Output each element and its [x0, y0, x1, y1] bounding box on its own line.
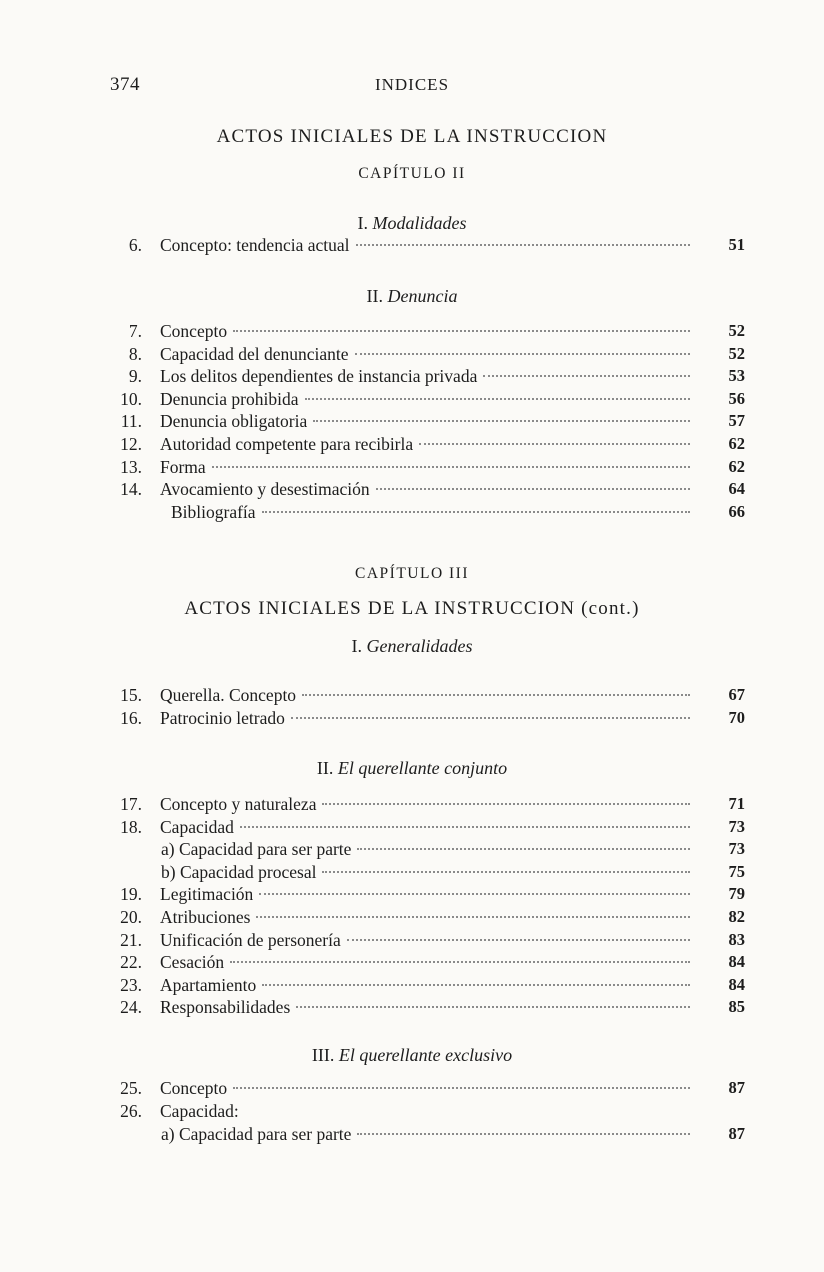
entry-title: Apartamiento — [160, 974, 257, 995]
running-title: INDICES — [374, 75, 450, 94]
toc-entry — [0, 951, 824, 973]
entry-number: 25. — [120, 1078, 142, 1098]
toc-entry — [0, 838, 824, 860]
entry-page-number: 52 — [728, 321, 745, 340]
section-numeral: III. — [311, 1045, 335, 1065]
dot-leader — [355, 353, 690, 355]
entry-number: 6. — [128, 235, 142, 255]
dot-leader — [357, 848, 690, 850]
toc-entry — [0, 883, 824, 905]
entry-page-number: 85 — [728, 997, 745, 1017]
entry-title-line — [160, 478, 696, 500]
toc-entry — [0, 684, 824, 706]
entry-page-number: 56 — [728, 388, 745, 408]
entry-number: 23. — [120, 974, 142, 995]
dot-leader — [313, 420, 690, 422]
toc-entry — [0, 1100, 824, 1122]
entry-title-line — [160, 793, 696, 815]
dot-leader — [233, 1087, 690, 1089]
entry-title: Autoridad competente para recibirla — [160, 434, 414, 454]
entry-title: Avocamiento y desestimación — [160, 479, 370, 500]
entry-page-number: 84 — [728, 952, 745, 972]
chapter-iii-title: ACTOS INICIALES DE LA INSTRUCCION (cont.) — [184, 598, 640, 619]
toc-entry — [0, 1123, 824, 1145]
entry-page-number: 62 — [728, 434, 745, 453]
page-number: 374 — [110, 74, 140, 95]
section-title: El querellante exclusivo — [338, 1045, 513, 1065]
entry-page-number: 66 — [728, 501, 745, 521]
entry-number: 16. — [120, 708, 142, 728]
section-heading — [0, 1045, 824, 1066]
toc-entry — [0, 343, 824, 365]
dot-leader — [291, 717, 690, 719]
entry-title: Capacidad: — [160, 1100, 239, 1121]
toc-entry — [0, 707, 824, 729]
entry-number: 24. — [120, 997, 142, 1018]
entry-title: Concepto — [160, 1078, 228, 1098]
entry-title: Atribuciones — [160, 907, 251, 927]
chapter-iii-label: CAPÍTULO III — [355, 565, 469, 582]
chapter-ii-label: CAPÍTULO II — [358, 165, 466, 182]
entry-page-number: 67 — [728, 685, 745, 704]
dot-leader — [230, 961, 690, 963]
toc-entry — [0, 478, 824, 500]
dot-leader — [212, 466, 690, 468]
entry-page-number: 87 — [728, 1123, 745, 1143]
entry-page-number: 62 — [728, 456, 745, 476]
entry-number: 18. — [120, 816, 142, 837]
entry-title-line — [160, 234, 696, 256]
entry-title-line — [160, 883, 696, 905]
toc-entry — [0, 929, 824, 951]
entry-page-number: 53 — [728, 366, 745, 386]
dot-leader — [357, 1133, 690, 1135]
entry-title-line — [160, 929, 696, 951]
dot-leader — [262, 511, 690, 513]
entry-title-line — [160, 320, 696, 342]
entry-title-line — [160, 410, 696, 432]
toc-entry — [0, 906, 824, 928]
entry-number: 15. — [120, 685, 142, 705]
entry-page-number: 70 — [728, 708, 745, 727]
entry-number: 10. — [120, 388, 142, 409]
dot-leader — [322, 803, 690, 805]
entry-title: Legitimación — [160, 884, 254, 905]
entry-title-line — [161, 838, 696, 860]
entry-title: Responsabilidades — [160, 997, 291, 1018]
entry-title-line — [160, 974, 696, 996]
toc-entry — [0, 793, 824, 815]
section-heading — [0, 286, 824, 307]
section-title: Denuncia — [387, 286, 458, 306]
entry-title: a) Capacidad para ser parte — [161, 839, 352, 860]
entry-title-line — [160, 388, 696, 410]
section-heading — [0, 636, 824, 657]
entry-page-number: 57 — [728, 411, 745, 431]
dot-leader — [296, 1006, 690, 1008]
entry-title: Concepto y naturaleza — [160, 794, 317, 814]
toc-entry — [0, 365, 824, 387]
entry-number: 19. — [120, 884, 142, 905]
toc-entry — [0, 996, 824, 1018]
entry-title: Concepto: tendencia actual — [160, 235, 350, 255]
entry-number: 13. — [120, 456, 142, 477]
toc-entry — [0, 388, 824, 410]
entry-title: Unificación de personería — [160, 929, 341, 950]
entry-page-number: 82 — [728, 907, 745, 926]
entry-number: 20. — [120, 907, 142, 927]
entry-page-number: 73 — [728, 816, 745, 836]
entry-page-number: 71 — [728, 794, 745, 813]
dot-leader — [305, 398, 691, 400]
entry-title-line — [160, 365, 696, 387]
dot-leader — [262, 984, 690, 986]
part-title: ACTOS INICIALES DE LA INSTRUCCION — [216, 126, 608, 147]
entry-title: Concepto — [160, 321, 228, 341]
section-numeral: II. — [366, 286, 383, 306]
entry-title: Los delitos dependientes de instancia privada — [160, 366, 478, 387]
dot-leader — [259, 893, 690, 895]
dot-leader — [347, 939, 690, 941]
section-numeral: I. — [351, 636, 362, 656]
entry-title: Denuncia prohibida — [160, 388, 299, 409]
entry-title: Querella. Concepto — [160, 685, 297, 705]
section-title: Modalidades — [372, 213, 467, 233]
toc-entry — [0, 861, 824, 883]
entry-title: a) Capacidad para ser parte — [161, 1123, 352, 1144]
toc-entry — [0, 501, 824, 523]
toc-entry — [0, 1077, 824, 1099]
section-numeral: II. — [316, 758, 334, 778]
entry-page-number: 83 — [728, 929, 745, 949]
dot-leader — [240, 826, 690, 828]
dot-leader — [256, 916, 690, 918]
entry-number: 22. — [120, 952, 142, 973]
entry-title-line — [160, 1100, 696, 1122]
entry-title: Capacidad — [160, 816, 234, 837]
toc-entry — [0, 816, 824, 838]
entry-title-line — [160, 343, 696, 365]
entry-page-number: 51 — [728, 235, 745, 254]
entry-title-line — [160, 1077, 696, 1099]
entry-number: 14. — [120, 479, 142, 500]
toc-entry — [0, 410, 824, 432]
section-title: El querellante conjunto — [337, 758, 508, 778]
entry-title: Bibliografía — [171, 501, 256, 522]
dot-leader — [302, 694, 690, 696]
entry-number: 21. — [120, 929, 142, 950]
entry-page-number: 84 — [728, 974, 745, 994]
entry-title-line — [160, 707, 696, 729]
section-title: Generalidades — [366, 636, 473, 656]
dot-leader — [376, 488, 690, 490]
entry-page-number: 75 — [728, 861, 745, 881]
entry-title-line — [160, 433, 696, 455]
entry-title-line — [160, 951, 696, 973]
entry-page-number: 87 — [728, 1078, 745, 1097]
toc-entry — [0, 433, 824, 455]
entry-title-line — [161, 861, 696, 883]
entry-page-number: 79 — [728, 884, 745, 904]
toc-entry — [0, 974, 824, 996]
section-numeral: I. — [357, 213, 368, 233]
entry-title: Forma — [160, 456, 206, 477]
entry-page-number: 64 — [728, 479, 745, 499]
section-heading — [0, 213, 824, 234]
entry-number: 11. — [120, 411, 142, 432]
entry-number: 12. — [120, 434, 142, 454]
running-header — [0, 74, 824, 102]
entry-title-line — [171, 501, 696, 523]
entry-title: Denuncia obligatoria — [160, 411, 308, 432]
entry-title: Capacidad del denunciante — [160, 343, 349, 364]
entry-title: Cesación — [160, 952, 225, 973]
entry-number: 26. — [120, 1100, 142, 1121]
entry-title-line — [161, 1123, 696, 1145]
entry-title-line — [160, 906, 696, 928]
toc-entry — [0, 456, 824, 478]
entry-title-line — [160, 816, 696, 838]
entry-page-number: 52 — [728, 343, 745, 363]
toc-entry — [0, 320, 824, 342]
dot-leader — [483, 375, 690, 377]
entry-page-number: 73 — [728, 839, 745, 859]
entry-title-line — [160, 996, 696, 1018]
entry-title: b) Capacidad procesal — [161, 861, 317, 882]
dot-leader — [322, 871, 690, 873]
entry-number: 8. — [128, 343, 142, 364]
entry-number: 7. — [128, 321, 142, 341]
toc-entry — [0, 234, 824, 256]
dot-leader — [419, 443, 690, 445]
entry-number: 17. — [120, 794, 142, 814]
entry-number: 9. — [128, 366, 142, 387]
dot-leader — [356, 244, 690, 246]
entry-title-line — [160, 684, 696, 706]
dot-leader — [233, 330, 690, 332]
entry-title: Patrocinio letrado — [160, 708, 285, 728]
entry-title-line — [160, 456, 696, 478]
section-heading — [0, 758, 824, 779]
